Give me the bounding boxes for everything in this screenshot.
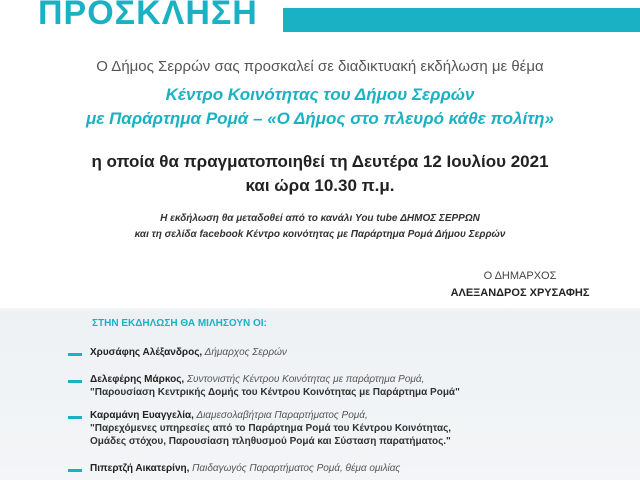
speaker-role: Παιδαγωγός Παραρτήματος Ρομά, θέμα ομιλίας	[189, 463, 401, 474]
speaker-role: Δήμαρχος Σερρών	[202, 347, 287, 358]
speaker-topic: Ομάδες στόχου, Παρουσίαση πληθυσμού Ρομά και Σύσταση παρατήματος."	[90, 436, 451, 447]
broadcast-line-1: Η εκδήλωση θα μεταδοθεί από το κανάλι You tube ΔΗΜΟΣ ΣΕΡΡΩΝ	[160, 213, 480, 224]
speaker-topic: "Παρεχόμενες υπηρεσίες από το Παράρτημα Ρομά του Κέντρου Κοινότητας,	[90, 423, 452, 434]
title-accent-bar	[283, 8, 640, 32]
speaker-item	[68, 346, 287, 359]
speaker-topic: "Παρουσίαση Κεντρικής Δομής του Κέντρου Κοινότητας με Παράρτημα Ρομά"	[90, 387, 460, 398]
event-date-line: η οποία θα πραγματοποιηθεί τη Δευτέρα 12 Ιουλίου 2021	[91, 152, 549, 171]
speaker-name: Πιπερτζή Αικατερίνη,	[90, 463, 190, 474]
event-title-line-1: Κέντρο Κοινότητας του Δήμου Σερρών	[165, 85, 475, 104]
signature-name: ΑΛΕΞΑΝΔΡΟΣ ΧΡΥΣΑΦΗΣ	[450, 287, 590, 299]
bullet-dash-icon	[68, 469, 82, 472]
signature-role: Ο ΔΗΜΑΡΧΟΣ	[483, 270, 557, 282]
speaker-item	[68, 409, 451, 448]
speaker-role: Συντονιστής Κέντρου Κοινότητας με παράρτημα Ρομά,	[184, 374, 425, 385]
speaker-name: Καραμάνη Ευαγγελία,	[90, 410, 194, 421]
speaker-item	[68, 373, 460, 399]
invitation-title: ΠΡΟΣΚΛΗΣΗ	[38, 0, 258, 32]
speaker-name: Χρυσάφης Αλέξανδρος,	[90, 347, 203, 358]
bullet-dash-icon	[68, 416, 82, 419]
intro-text: Ο Δήμος Σερρών σας προσκαλεί σε διαδικτυακή εκδήλωση με θέμα	[96, 58, 544, 75]
bullet-dash-icon	[68, 380, 82, 383]
speaker-item	[68, 462, 400, 475]
bullet-dash-icon	[68, 353, 82, 356]
broadcast-line-2: και τη σελίδα facebook Κέντρο κοινότητας με Παράρτημα Ρομά Δήμου Σερρών	[134, 229, 506, 240]
event-title-line-2: με Παράρτημα Ρομά – «Ο Δήμος στο πλευρό κάθε πολίτη»	[85, 109, 554, 128]
speakers-heading: ΣΤΗΝ ΕΚΔΗΛΩΣΗ ΘΑ ΜΙΛΗΣΟΥΝ ΟΙ:	[92, 318, 267, 329]
speaker-name: Δελεφέρης Μάρκος,	[90, 374, 185, 385]
panel-fade	[0, 300, 640, 312]
event-time-line: και ώρα 10.30 π.μ.	[245, 176, 395, 195]
speaker-role: Διαμεσολαβήτρια Παραρτήματος Ρομά,	[193, 410, 368, 421]
